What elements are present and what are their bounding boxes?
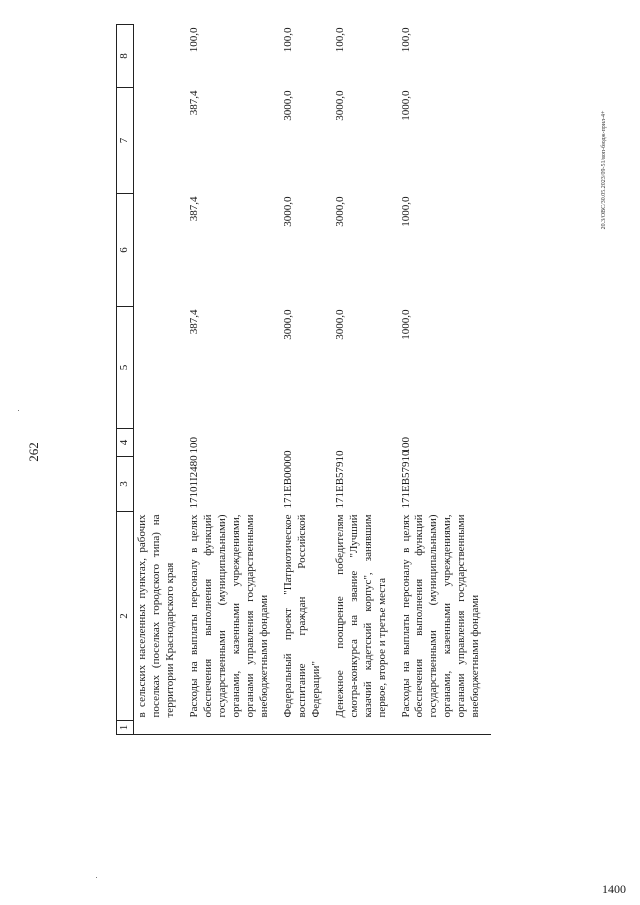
column-header: 8 [117, 25, 134, 88]
row-value-8: 100,0 [281, 27, 294, 53]
row-value-8 [134, 25, 186, 88]
row-spacer [332, 721, 398, 735]
row-value-7 [134, 88, 186, 194]
row-value-7: 3000,0 [281, 90, 294, 121]
row-name: Расходы на выплаты персоналу в целях обеспечения выполнения функций государственными (муниципальными) органами, казенными учреждениями, органами управления государственными внебюджетными фондами [187, 514, 270, 718]
row-code: 171EB57910 [333, 450, 346, 509]
row-spacer [134, 721, 186, 735]
budget-table-rotated [116, 25, 506, 735]
row-name: Федеральный проект "Патриотическое воспитание граждан Российской Федерации" [281, 514, 322, 718]
row-value-5: 1000,0 [399, 309, 412, 340]
row-value-8: 100,0 [187, 27, 200, 53]
column-header: 5 [117, 307, 134, 429]
row-spacer [280, 721, 332, 735]
column-header: 3 [117, 457, 134, 512]
row-code: 171EB00000 [281, 450, 294, 509]
table-header-row [117, 25, 134, 735]
column-header: 7 [117, 88, 134, 194]
row-value-8: 100,0 [333, 27, 346, 53]
row-value-6 [134, 194, 186, 307]
row-code: 171EB57910 [399, 450, 412, 509]
row-spacer [398, 721, 492, 735]
row-name: Расходы на выплаты персоналу в целях обеспечения выполнения функций государственными (муниципальными) органами, казенными учреждениями, органами управления государственными внебюджетными фондами [399, 514, 482, 718]
row-value-5: 3000,0 [333, 309, 346, 340]
row-value-5 [134, 307, 186, 429]
row-value-7: 387,4 [187, 90, 200, 116]
row-value-6: 387,4 [187, 196, 200, 222]
row-value-8: 100,0 [399, 27, 412, 53]
table-row [134, 25, 186, 735]
scan-speck [18, 410, 19, 411]
row-code [134, 457, 186, 512]
table-row [186, 25, 280, 735]
table-row [280, 25, 332, 735]
row-vr [134, 429, 186, 457]
row-vr: 100 [399, 437, 412, 454]
row-code: 17101I2480 [187, 455, 200, 509]
sheet-number: 1400 [602, 882, 626, 896]
row-value-7: 1000,0 [399, 90, 412, 121]
row-value-6: 1000,0 [399, 196, 412, 227]
row-name: Денежное поощрение победителям смотра-конкурса на звание "Лучший казачий кадетский корпус", занявшим первое, второе и третье места [333, 514, 388, 718]
page-number: 262 [26, 442, 41, 462]
document-code: 20.3/ОВС/30.05.2023/09-51/воп-бюдж-прил-4+ [601, 110, 607, 230]
row-value-7: 3000,0 [333, 90, 346, 121]
column-header: 4 [117, 429, 134, 457]
scan-speck [96, 877, 97, 878]
column-header: 2 [117, 512, 134, 721]
row-value-6: 3000,0 [281, 196, 294, 227]
column-header: 6 [117, 194, 134, 307]
row-spacer [186, 721, 280, 735]
row-value-5: 387,4 [187, 309, 200, 335]
column-header: 1 [117, 721, 134, 735]
row-vr: 100 [187, 437, 200, 454]
table-row [332, 25, 398, 735]
budget-table [116, 24, 491, 735]
table-row [398, 25, 492, 735]
row-value-5: 3000,0 [281, 309, 294, 340]
row-value-6: 3000,0 [333, 196, 346, 227]
row-name: в сельских населенных пунктах, рабочих поселках (поселках городского типа) на территории Краснодарского края [136, 514, 176, 718]
